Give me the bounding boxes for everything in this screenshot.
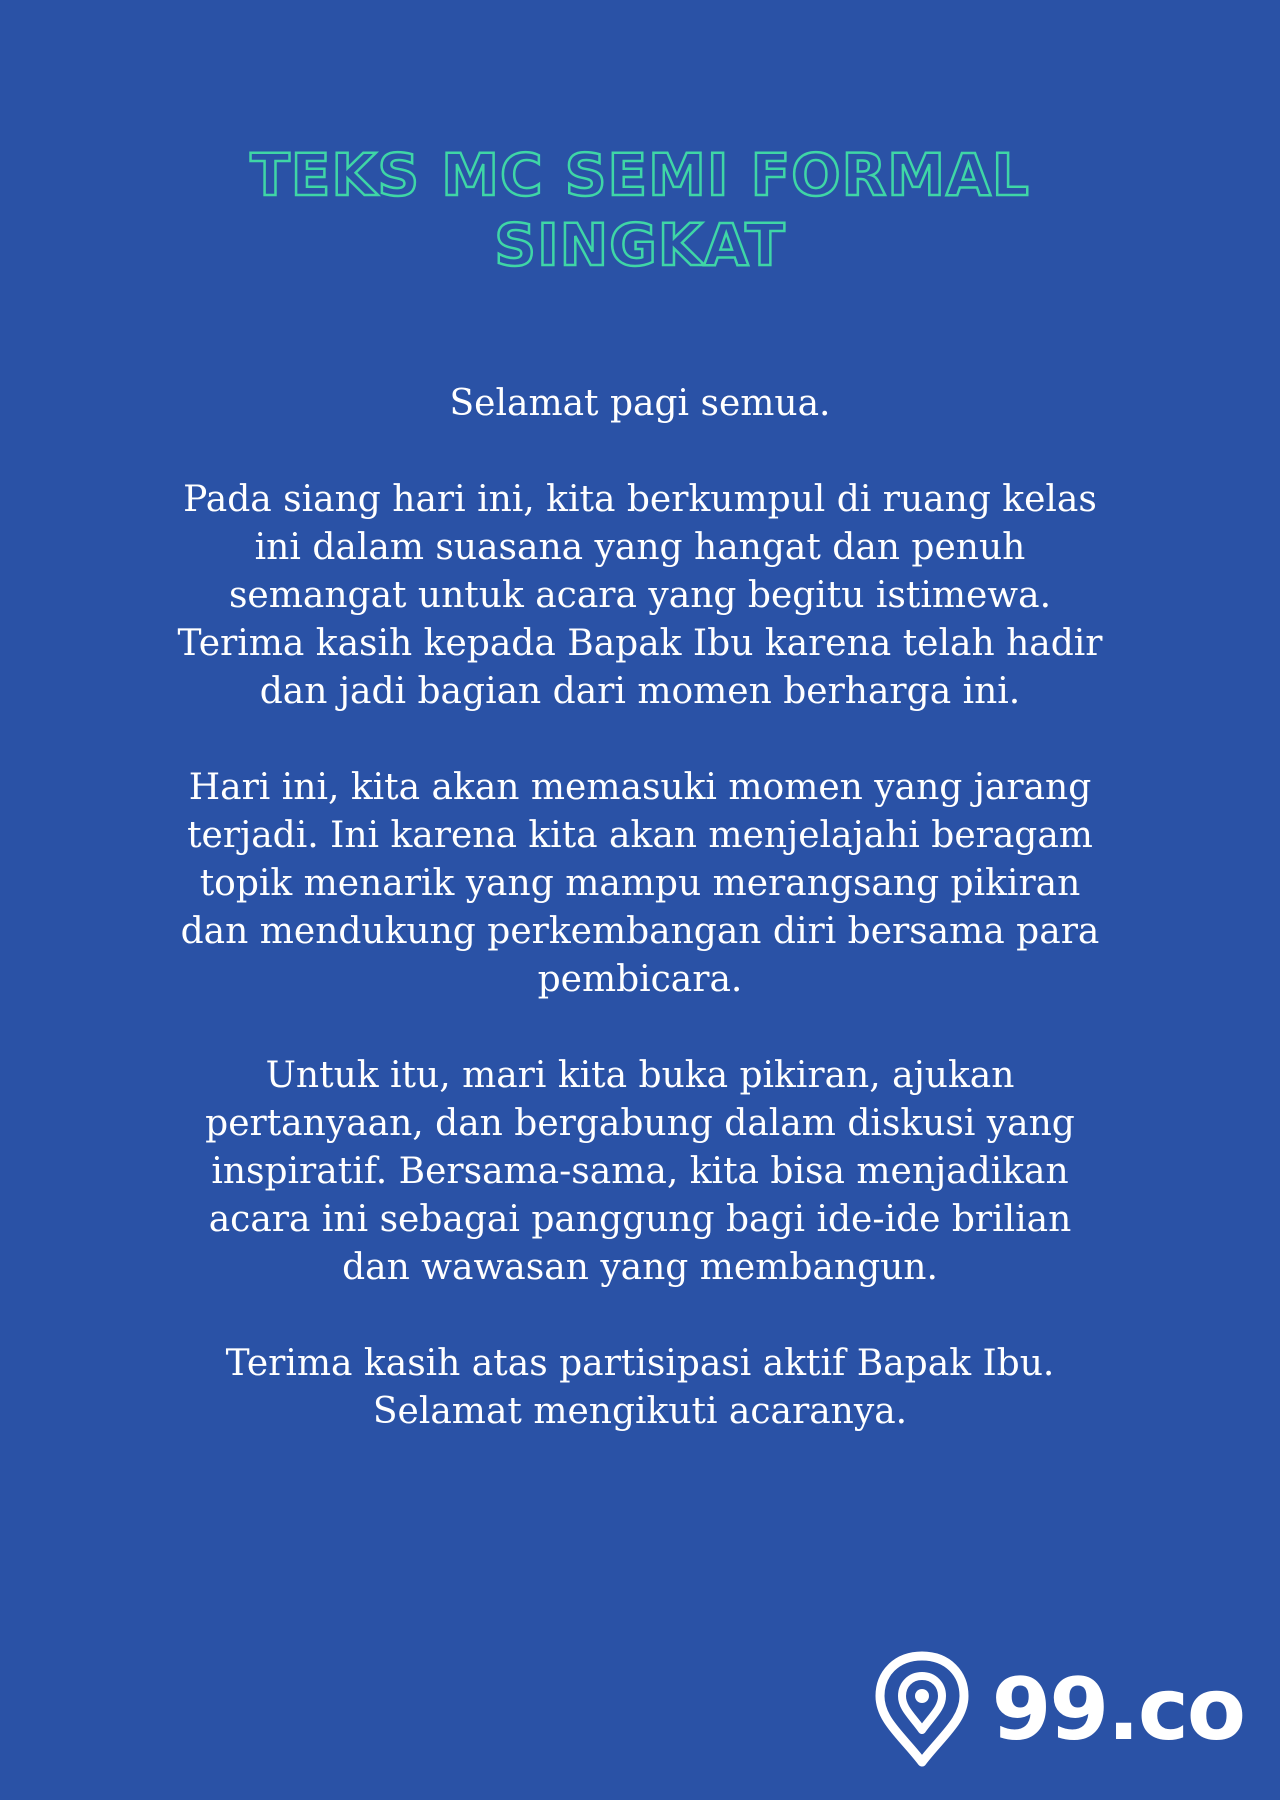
paragraph [130,380,1150,428]
text-line: Pada siang hari ini, kita berkumpul di ruang kelas [183,479,1097,520]
text-line: pertanyaan, dan bergabung dalam diskusi yang [205,1103,1075,1144]
text-line: inspiratif. Bersama-sama, kita bisa menjadikan [211,1151,1069,1192]
paragraph [130,1340,1150,1436]
title-line-2: SINGKAT [494,211,786,279]
text-line: ini dalam suasana yang hangat dan penuh [254,527,1026,568]
page-title [0,140,1280,280]
paragraph [130,764,1150,1004]
text-line: Terima kasih kepada Bapak Ibu karena telah hadir [177,623,1103,664]
mc-script-body [130,380,1150,1484]
text-line: Hari ini, kita akan memasuki momen yang jarang [188,767,1092,808]
text-line: dan jadi bagian dari momen berharga ini. [259,671,1021,712]
paragraph [130,476,1150,716]
text-line: terjadi. Ini karena kita akan menjelajahi beragam [187,815,1093,856]
text-line: dan mendukung perkembangan diri bersama para [180,911,1100,952]
brand-logo [874,1650,1244,1770]
text-line: pembicara. [537,959,743,1000]
text-line: acara ini sebagai panggung bagi ide-ide brilian [208,1199,1072,1240]
location-pin-icon [874,1650,970,1770]
text-line: Selamat pagi semua. [449,383,831,424]
text-line: dan wawasan yang membangun. [342,1247,938,1288]
logo-wordmark: 99.co [991,1660,1244,1760]
text-line: Selamat mengikuti acaranya. [372,1391,908,1432]
paragraph [130,1052,1150,1292]
text-line: semangat untuk acara yang begitu istimewa. [228,575,1052,616]
text-line: Terima kasih atas partisipasi aktif Bapak Ibu. [225,1343,1055,1384]
text-line: topik menarik yang mampu merangsang pikiran [199,863,1081,904]
text-line: Untuk itu, mari kita buka pikiran, ajukan [265,1055,1015,1096]
title-line-1: TEKS MC SEMI FORMAL [250,141,1030,209]
